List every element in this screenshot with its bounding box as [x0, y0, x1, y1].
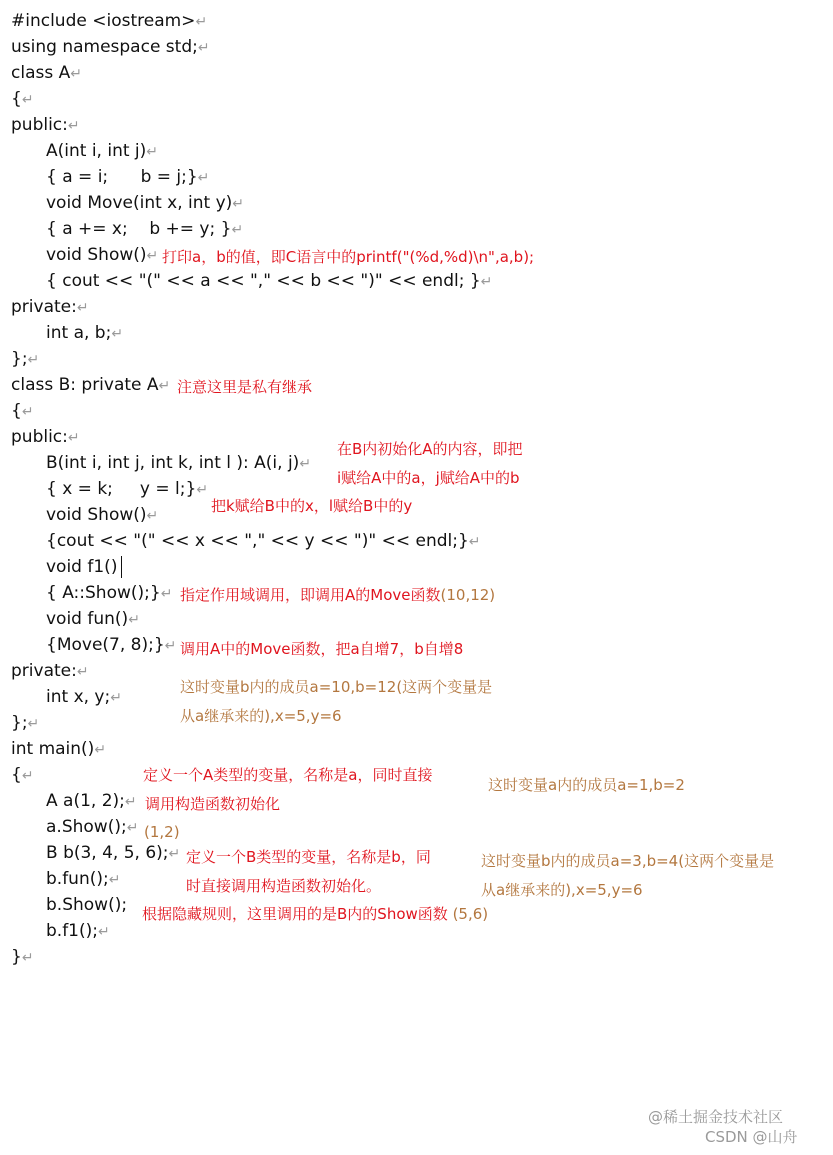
code-line: class B: private A↵ — [11, 375, 171, 395]
code-line: public:↵ — [11, 115, 80, 135]
annotation-state-a: 这时变量a内的成员a=1,b=2 — [488, 776, 685, 794]
code-line: private:↵ — [11, 297, 89, 317]
code-line: int main()↵ — [11, 739, 107, 759]
code-line: void Show()↵ — [46, 505, 159, 525]
code-line: class A↵ — [11, 63, 82, 83]
annotation-scope-output: (10,12) — [440, 586, 496, 604]
annotation-private-inherit: 注意这里是私有继承 — [177, 378, 313, 396]
watermark-csdn: CSDN @山舟 — [705, 1128, 798, 1146]
code-line: };↵ — [11, 713, 40, 733]
code-line: A a(1, 2);↵ — [46, 791, 137, 811]
code-line: B(int i, int j, int k, int l ): A(i, j)↵ — [46, 453, 312, 473]
annotation-init-1: 在B内初始化A的内容，即把 — [337, 440, 523, 458]
code-line: {↵ — [11, 401, 34, 421]
code-line: b.Show(); — [46, 895, 128, 915]
code-line: int x, y;↵ — [46, 687, 122, 707]
code-line: A(int i, int j)↵ — [46, 141, 159, 161]
code-line: void Show()↵ — [46, 245, 159, 265]
annotation-hide-rule: 根据隐藏规则，这里调用的是B内的Show函数 (5,6) — [142, 905, 489, 923]
code-line: {↵ — [11, 89, 34, 109]
watermark-juejin: @稀土掘金技术社区 — [648, 1108, 784, 1126]
text-cursor — [121, 556, 122, 578]
annotation-k-l: 把k赋给B中的x，l赋给B中的y — [211, 497, 413, 515]
annotation-state-b-2: 从a继承来的),x=5,y=6 — [180, 707, 342, 725]
annotation-show-a: 打印a，b的值，即C语言中的printf("(%d,%d)\n",a,b); — [162, 248, 535, 266]
annotation-state-b-init-2: 从a继承来的),x=5,y=6 — [481, 881, 643, 899]
code-line: { a = i; b = j;}↵ — [46, 167, 210, 187]
annotation-def-b-2: 时直接调用构造函数初始化。 — [186, 877, 382, 895]
annotation-def-a-1: 定义一个A类型的变量，名称是a，同时直接 — [143, 766, 433, 784]
annotation-scope: 指定作用域调用，即调用A的Move函数(10,12) — [180, 586, 496, 604]
annotation-hide-output: (5,6) — [452, 905, 489, 923]
code-line: B b(3, 4, 5, 6);↵ — [46, 843, 181, 863]
code-line: }↵ — [11, 947, 34, 967]
code-line: { a += x; b += y; }↵ — [46, 219, 244, 239]
code-line: void fun()↵ — [46, 609, 140, 629]
code-line: {cout << "(" << x << "," << y << ")" << endl;}↵ — [46, 531, 481, 551]
annotation-a-show-output: (1,2) — [144, 823, 180, 841]
code-line: { cout << "(" << a << "," << b << ")" << endl; }↵ — [46, 271, 493, 291]
annotation-def-b-1: 定义一个B类型的变量，名称是b，同 — [186, 848, 431, 866]
code-line: using namespace std;↵ — [11, 37, 210, 57]
code-line: b.f1();↵ — [46, 921, 110, 941]
annotation-state-b-1: 这时变量b内的成员a=10,b=12(这两个变量是 — [180, 678, 493, 696]
code-line: #include <iostream>↵ — [11, 11, 208, 31]
code-line: public:↵ — [11, 427, 80, 447]
annotation-fun: 调用A中的Move函数，把a自增7，b自增8 — [180, 640, 464, 658]
code-line: b.fun();↵ — [46, 869, 121, 889]
code-line: { A::Show();}↵ — [46, 583, 173, 603]
code-line: private:↵ — [11, 661, 89, 681]
code-line: void f1() — [46, 557, 118, 577]
code-line: int a, b;↵ — [46, 323, 124, 343]
code-line: a.Show();↵ — [46, 817, 139, 837]
code-line: { x = k; y = l;}↵ — [46, 479, 209, 499]
annotation-init-2: i赋给A中的a，j赋给A中的b — [337, 469, 520, 487]
code-line: {↵ — [11, 765, 34, 785]
annotation-state-b-init-1: 这时变量b内的成员a=3,b=4(这两个变量是 — [481, 852, 775, 870]
code-line: {Move(7, 8);}↵ — [46, 635, 177, 655]
code-line: };↵ — [11, 349, 40, 369]
annotation-def-a-2: 调用构造函数初始化 — [145, 795, 281, 813]
code-line: void Move(int x, int y)↵ — [46, 193, 245, 213]
